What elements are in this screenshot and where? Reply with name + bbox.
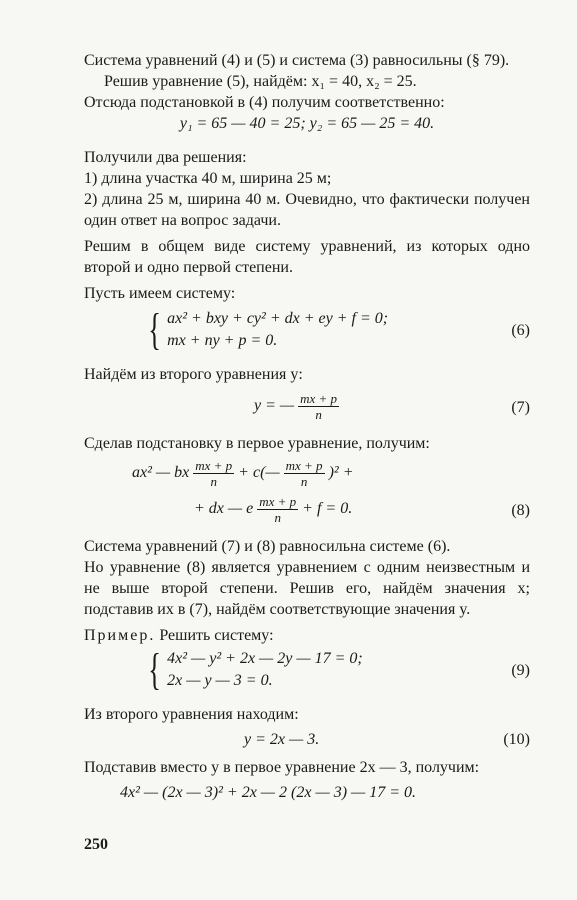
paragraph-14: Из второго уравнения находим: — [84, 706, 299, 723]
system-9 — [84, 645, 530, 694]
paragraph-4: Получили два решения: — [84, 149, 247, 166]
system-6 — [84, 305, 530, 354]
equation-number-9: (9) — [511, 662, 530, 679]
equation-7-fraction: $\frac{mx + p}{n}$ — [300, 391, 338, 422]
equation-7 — [254, 391, 530, 425]
equation-8-line-1: ax² — bx $\frac{mx + p}{n}$ + c(— $\frac{mx + p}{n}$ )² + — [132, 458, 354, 489]
system-9-line-2: 2x — y — 3 = 0. — [167, 672, 273, 689]
system-6-line-2: mx + ny + p = 0. — [167, 332, 278, 349]
paragraph-15: Подставив вместо y в первое уравнение 2x — 3, получим: — [84, 759, 480, 776]
paragraph-1: Система уравнений (4) и (5) и система (3) равносильны (§ 79). — [84, 52, 510, 69]
example-label: Пример. — [84, 627, 156, 644]
paragraph-3: Отсюда подстановкой в (4) получим соответственно: — [84, 94, 445, 111]
system-9-line-1: 4x² — y² + 2x — 2y — 17 = 0; — [167, 650, 363, 667]
page-body — [84, 50, 530, 804]
equation-number-7: (7) — [511, 399, 530, 416]
paragraph-8: Пусть имеем систему: — [84, 285, 236, 302]
brace-icon: { — [148, 645, 161, 694]
paragraph-10: Сделав подстановку в первое уравнение, получим: — [84, 435, 430, 452]
paragraph-7: Решим в общем виде систему уравнений, из которых одно второй и одно первой степени. — [84, 238, 530, 276]
equation-8-line-2: + dx — e $\frac{mx + p}{n}$ + f = 0. (8) — [194, 494, 530, 525]
equation-y-values: y₁ = 65 — 40 = 25; y₂ = 65 — 25 = 40. — [179, 115, 435, 132]
paragraph-6: 2) длина 25 м, ширина 40 м. Очевидно, что фактически получен один ответ на вопрос задачи. — [84, 191, 530, 229]
brace-icon: { — [148, 305, 161, 354]
page-number: 250 — [84, 836, 108, 853]
paragraph-11: Система уравнений (7) и (8) равносильна системе (6). — [84, 538, 451, 555]
system-6-line-1: ax² + bxy + cy² + dx + ey + f = 0; — [167, 310, 389, 327]
paragraph-9: Найдём из второго уравнения y: — [84, 366, 303, 383]
equation-10: y = 2x — 3. (10) — [244, 729, 530, 751]
equation-number-6: (6) — [511, 322, 530, 339]
paragraph-5: 1) длина участка 40 м, ширина 25 м; — [84, 170, 332, 187]
paragraph-13: Пример. Решить систему: — [84, 627, 274, 644]
equation-last: 4x² — (2x — 3)² + 2x — 2 (2x — 3) — 17 = 0. — [120, 784, 417, 801]
paragraph-12: Но уравнение (8) является уравнением с одним неизвестным и не выше второй степени. Решив его, найдём значения x; подставив их в (7), найдём соответствующие значения y. — [84, 559, 530, 618]
paragraph-2: Решив уравнение (5), найдём: x₁ = 40, x₂ = 25. — [104, 73, 417, 90]
equation-number-8: (8) — [511, 502, 530, 519]
equation-7-left: y = — — [254, 397, 295, 415]
equation-number-10: (10) — [503, 731, 530, 748]
